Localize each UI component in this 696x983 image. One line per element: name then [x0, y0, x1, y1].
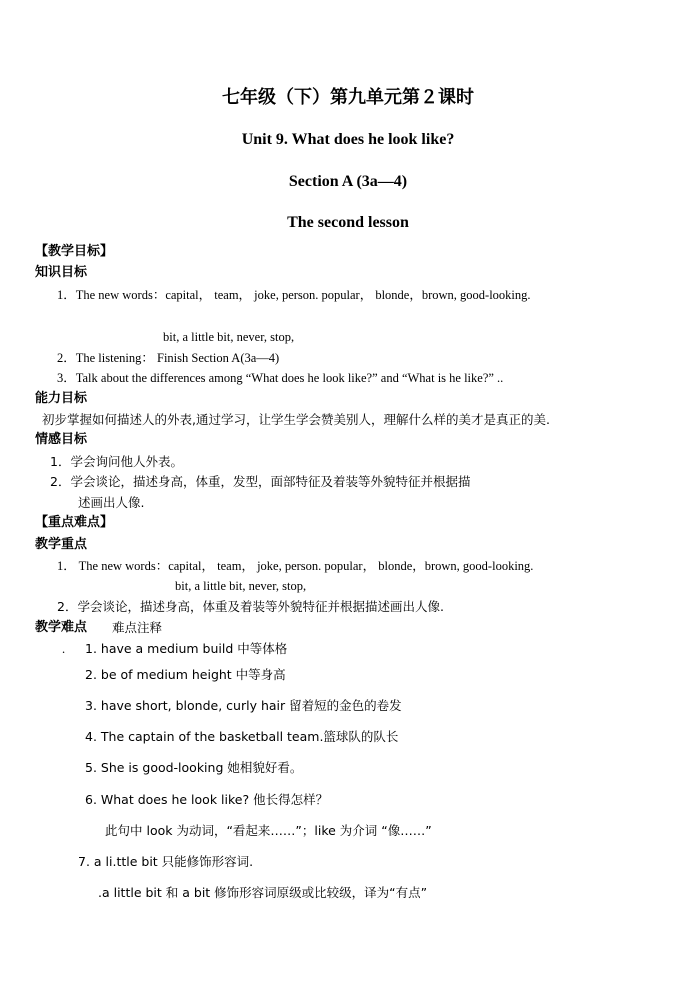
unit-title: Unit 9. What does he look like? [241, 131, 455, 148]
emotion-item-2-continued: 述画出人像. [78, 495, 145, 510]
note-1-marker: . [62, 642, 66, 656]
knowledge-item-3: 3．Talk about the differences among “What does he look like?” and “What is he like?” .. [57, 371, 504, 385]
focus-heading: 教学重点 [35, 537, 88, 552]
emotion-item-2: 2．学会谈论，描述身高，体重，发型，面部特征及着装等外貌特征并根据描 [50, 474, 471, 489]
ability-text: 初步掌握如何描述人的外表,通过学习，让学生学会赞美别人，理解什么样的美才是真正的美. [42, 412, 550, 427]
notes-heading: 难点注释 [112, 620, 163, 635]
difficulty-heading: 教学难点 [35, 620, 88, 635]
objectives-heading: 【教学目标】 [35, 244, 114, 259]
note-3: 3. have short, blonde, curly hair 留着短的金色的卷发 [85, 698, 402, 713]
ability-heading: 能力目标 [35, 391, 88, 406]
page-title: 七年级（下）第九单元第２课时 [222, 87, 474, 108]
knowledge-item-1-continued: bit, a little bit, never, stop, [163, 330, 295, 344]
focus-item-1-continued: bit, a little bit, never, stop, [175, 579, 307, 593]
lesson-title: The second lesson [287, 214, 409, 231]
note-7: 7. a li.ttle bit 只能修饰形容词. [78, 854, 254, 869]
note-6: 6. What does he look like? 他长得怎样？ [85, 792, 329, 807]
note-1: 1. have a medium build 中等体格 [85, 641, 288, 656]
focus-item-1: 1． The new words：capital， team， joke, person. popular， blonde，brown, good-looking. [57, 559, 534, 573]
knowledge-item-2: 2．The listening： Finish Section A(3a—4) [57, 351, 280, 365]
note-2: 2. be of medium height 中等身高 [85, 667, 286, 682]
section-title: Section A (3a—4) [288, 173, 408, 190]
knowledge-item-1: 1．The new words：capital， team， joke, person. popular， blonde，brown, good-looking. [57, 288, 531, 302]
note-4: 4. The captain of the basketball team.篮球队的队长 [85, 729, 399, 744]
emotion-item-1: 1．学会询问他人外表。 [50, 454, 183, 469]
emotion-heading: 情感目标 [35, 432, 88, 447]
note-7-explanation: .a little bit 和 a bit 修饰形容词原级或比较级，译为“有点” [98, 885, 428, 900]
note-6-explanation: 此句中 look 为动词，“看起来……”；like 为介词 “像……” [105, 823, 432, 838]
key-points-heading: 【重点难点】 [35, 515, 114, 530]
note-5: 5. She is good-looking 她相貌好看。 [85, 760, 303, 775]
focus-item-2: 2．学会谈论，描述身高，体重及着装等外貌特征并根据描述画出人像. [57, 599, 444, 614]
knowledge-heading: 知识目标 [35, 265, 88, 280]
